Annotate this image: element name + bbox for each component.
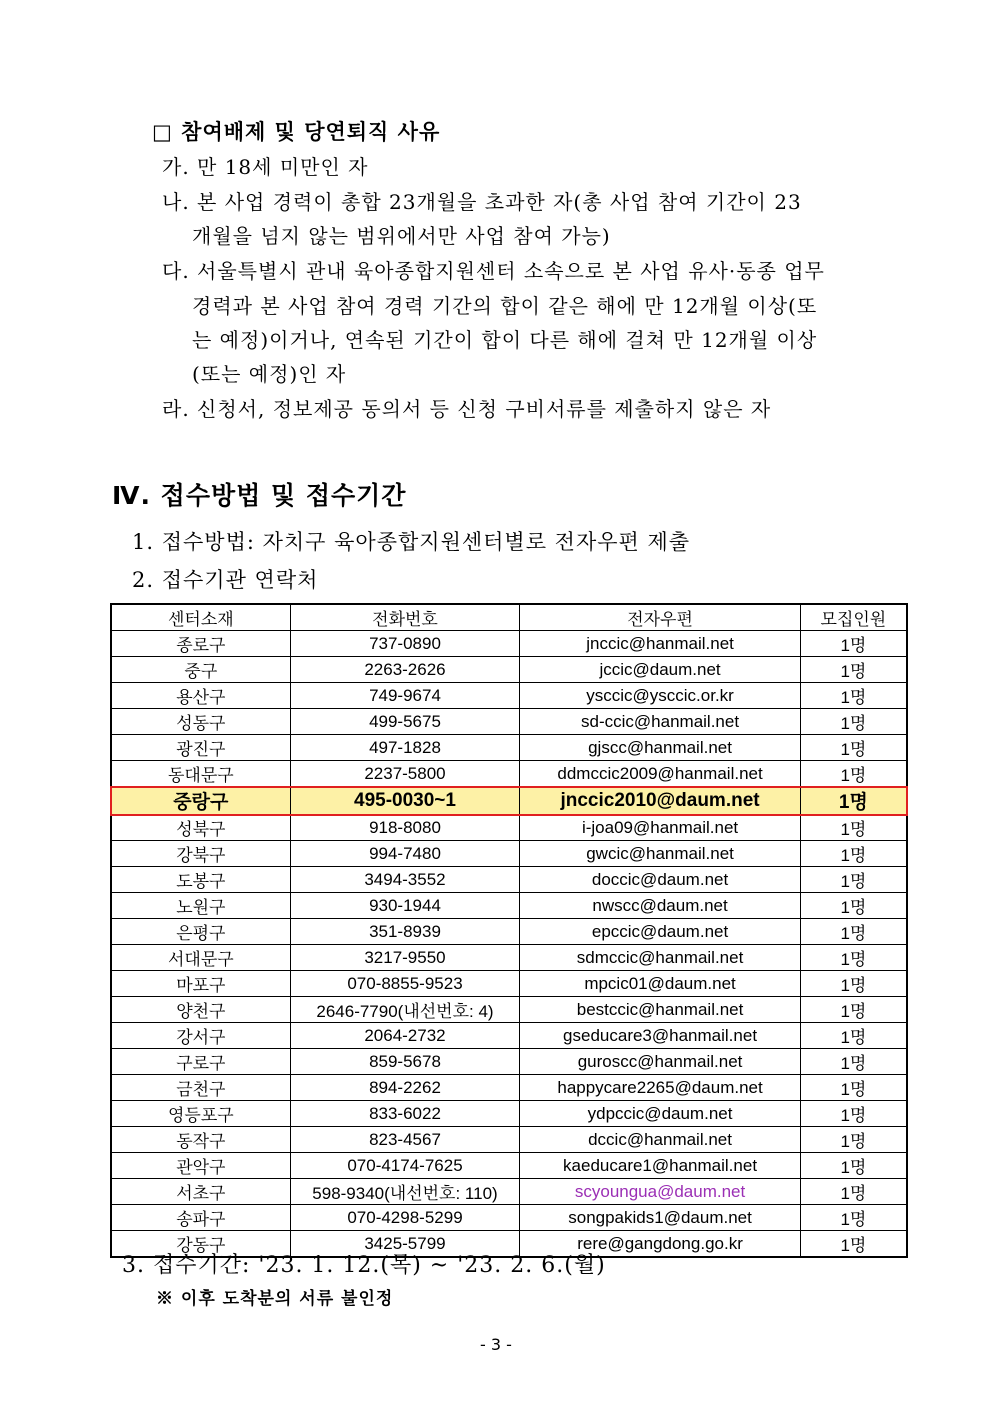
table-row — [111, 657, 907, 683]
cell-recruit: 1명 — [800, 787, 907, 815]
cell-email: sd-ccic@hanmail.net — [520, 709, 800, 735]
table-row — [111, 971, 907, 997]
cell-recruit: 1명 — [800, 709, 907, 735]
exclusion-item-b: 나. 본 사업 경력이 총합 23개월을 초과한 자(총 사업 참여 기간이 23 — [162, 190, 802, 214]
table-row — [111, 1205, 907, 1231]
table-row — [111, 709, 907, 735]
cell-phone: 499-5675 — [290, 709, 520, 735]
cell-center: 성동구 — [111, 709, 290, 735]
table-header-row — [111, 604, 907, 631]
table-row — [111, 787, 907, 815]
period-note: ※ 이후 도착분의 서류 불인정 — [156, 1289, 394, 1309]
exclusion-item-c-cont1: 경력과 본 사업 참여 경력 기간의 합이 같은 해에 만 12개월 이상(또 — [192, 294, 818, 318]
cell-email: bestccic@hanmail.net — [520, 997, 800, 1023]
cell-recruit: 1명 — [800, 815, 907, 841]
cell-recruit: 1명 — [800, 971, 907, 997]
cell-email: jnccic@hanmail.net — [520, 631, 800, 657]
cell-phone: 2646-7790(내선번호: 4) — [290, 997, 520, 1023]
cell-recruit: 1명 — [800, 631, 907, 657]
cell-phone: 2237-5800 — [290, 761, 520, 787]
cell-phone: 3217-9550 — [290, 945, 520, 971]
table-row — [111, 841, 907, 867]
exclusion-item-c-cont3: (또는 예정)인 자 — [192, 362, 347, 386]
cell-center: 노원구 — [111, 893, 290, 919]
cell-center: 마포구 — [111, 971, 290, 997]
page-number: - 3 - — [480, 1335, 512, 1354]
cell-center: 동작구 — [111, 1127, 290, 1153]
cell-email: gjscc@hanmail.net — [520, 735, 800, 761]
cell-email: nwscc@daum.net — [520, 893, 800, 919]
cell-recruit: 1명 — [800, 1179, 907, 1205]
cell-email: mpcic01@daum.net — [520, 971, 800, 997]
cell-email: dccic@hanmail.net — [520, 1127, 800, 1153]
table-row — [111, 1023, 907, 1049]
cell-email: rere@gangdong.go.kr — [520, 1231, 800, 1258]
exclusion-item-a: 가. 만 18세 미만인 자 — [162, 155, 369, 179]
cell-email: doccic@daum.net — [520, 867, 800, 893]
cell-center: 서초구 — [111, 1179, 290, 1205]
table-row — [111, 997, 907, 1023]
cell-recruit: 1명 — [800, 1231, 907, 1258]
cell-phone: 070-4298-5299 — [290, 1205, 520, 1231]
cell-recruit: 1명 — [800, 841, 907, 867]
cell-center: 은평구 — [111, 919, 290, 945]
cell-phone: 833-6022 — [290, 1101, 520, 1127]
cell-phone: 859-5678 — [290, 1049, 520, 1075]
cell-phone: 2263-2626 — [290, 657, 520, 683]
table-row — [111, 1049, 907, 1075]
cell-recruit: 1명 — [800, 1127, 907, 1153]
cell-phone: 070-8855-9523 — [290, 971, 520, 997]
table-row — [111, 1075, 907, 1101]
table-row — [111, 815, 907, 841]
method-line: 1. 접수방법: 자치구 육아종합지원센터별로 전자우편 제출 — [132, 530, 691, 554]
cell-recruit: 1명 — [800, 1101, 907, 1127]
cell-email: jnccic2010@daum.net — [520, 787, 800, 815]
cell-center: 강북구 — [111, 841, 290, 867]
cell-email: gwcic@hanmail.net — [520, 841, 800, 867]
cell-email: gseducare3@hanmail.net — [520, 1023, 800, 1049]
cell-center: 서대문구 — [111, 945, 290, 971]
cell-email: i-joa09@hanmail.net — [520, 815, 800, 841]
cell-phone: 894-2262 — [290, 1075, 520, 1101]
cell-center: 관악구 — [111, 1153, 290, 1179]
cell-center: 구로구 — [111, 1049, 290, 1075]
cell-recruit: 1명 — [800, 761, 907, 787]
cell-recruit: 1명 — [800, 1075, 907, 1101]
cell-phone: 495-0030~1 — [290, 787, 520, 815]
cell-recruit: 1명 — [800, 893, 907, 919]
cell-center: 동대문구 — [111, 761, 290, 787]
table-row — [111, 683, 907, 709]
cell-email: ddmccic2009@hanmail.net — [520, 761, 800, 787]
cell-phone: 737-0890 — [290, 631, 520, 657]
cell-email: songpakids1@daum.net — [520, 1205, 800, 1231]
cell-recruit: 1명 — [800, 1049, 907, 1075]
table-row — [111, 761, 907, 787]
header-center: 센터소재 — [111, 604, 290, 631]
cell-phone: 497-1828 — [290, 735, 520, 761]
cell-email: sdmccic@hanmail.net — [520, 945, 800, 971]
cell-center: 송파구 — [111, 1205, 290, 1231]
cell-phone: 598-9340(내선번호: 110) — [290, 1179, 520, 1205]
cell-recruit: 1명 — [800, 1023, 907, 1049]
cell-center: 중구 — [111, 657, 290, 683]
header-recruit: 모집인원 — [800, 604, 907, 631]
table-row — [111, 945, 907, 971]
cell-phone: 823-4567 — [290, 1127, 520, 1153]
period-line: 3. 접수기간: '23. 1. 12.(목) ~ '23. 2. 6.(월) — [122, 1253, 606, 1278]
cell-phone: 930-1944 — [290, 893, 520, 919]
exclusion-item-b-cont: 개월을 넘지 않는 범위에서만 사업 참여 가능) — [192, 224, 611, 248]
contacts-title: 2. 접수기관 연락처 — [132, 568, 319, 592]
cell-phone: 351-8939 — [290, 919, 520, 945]
exclusion-item-d: 라. 신청서, 정보제공 동의서 등 신청 구비서류를 제출하지 않은 자 — [162, 397, 772, 421]
cell-center: 영등포구 — [111, 1101, 290, 1127]
section-title: Ⅳ. 접수방법 및 접수기간 — [112, 481, 407, 510]
cell-recruit: 1명 — [800, 735, 907, 761]
cell-center: 금천구 — [111, 1075, 290, 1101]
exclusion-item-c: 다. 서울특별시 관내 육아종합지원센터 소속으로 본 사업 유사·동종 업무 — [162, 259, 825, 283]
contacts-table — [110, 603, 908, 1258]
cell-recruit: 1명 — [800, 867, 907, 893]
cell-recruit: 1명 — [800, 945, 907, 971]
cell-center: 강동구 — [111, 1231, 290, 1258]
table-row — [111, 893, 907, 919]
exclusion-item-c-cont2: 는 예정)이거나, 연속된 기간이 합이 다른 해에 걸쳐 만 12개월 이상 — [192, 328, 818, 352]
cell-phone: 2064-2732 — [290, 1023, 520, 1049]
cell-phone: 918-8080 — [290, 815, 520, 841]
cell-email: happycare2265@daum.net — [520, 1075, 800, 1101]
cell-email: epccic@daum.net — [520, 919, 800, 945]
cell-center: 성북구 — [111, 815, 290, 841]
cell-center: 중랑구 — [111, 787, 290, 815]
table-row — [111, 1127, 907, 1153]
cell-email: jccic@daum.net — [520, 657, 800, 683]
cell-email: kaeducare1@hanmail.net — [520, 1153, 800, 1179]
cell-phone: 749-9674 — [290, 683, 520, 709]
cell-phone: 3425-5799 — [290, 1231, 520, 1258]
cell-recruit: 1명 — [800, 1153, 907, 1179]
table-row — [111, 1153, 907, 1179]
cell-recruit: 1명 — [800, 657, 907, 683]
cell-recruit: 1명 — [800, 919, 907, 945]
cell-email: ysccic@ysccic.or.kr — [520, 683, 800, 709]
cell-phone: 994-7480 — [290, 841, 520, 867]
cell-recruit: 1명 — [800, 1205, 907, 1231]
cell-center: 강서구 — [111, 1023, 290, 1049]
cell-center: 용산구 — [111, 683, 290, 709]
exclusion-heading: □ 참여배제 및 당연퇴직 사유 — [152, 120, 441, 144]
table-row — [111, 1101, 907, 1127]
table-row — [111, 735, 907, 761]
header-email: 전자우편 — [520, 604, 800, 631]
cell-center: 종로구 — [111, 631, 290, 657]
cell-phone: 070-4174-7625 — [290, 1153, 520, 1179]
cell-center: 양천구 — [111, 997, 290, 1023]
cell-phone: 3494-3552 — [290, 867, 520, 893]
cell-email: ydpccic@daum.net — [520, 1101, 800, 1127]
cell-center: 광진구 — [111, 735, 290, 761]
cell-recruit: 1명 — [800, 683, 907, 709]
cell-email: guroscc@hanmail.net — [520, 1049, 800, 1075]
table-row — [111, 1179, 907, 1205]
table-row — [111, 631, 907, 657]
table-row — [111, 919, 907, 945]
header-phone: 전화번호 — [290, 604, 520, 631]
cell-center: 도봉구 — [111, 867, 290, 893]
table-row — [111, 867, 907, 893]
cell-email: scyoungua@daum.net — [520, 1179, 800, 1205]
cell-recruit: 1명 — [800, 997, 907, 1023]
